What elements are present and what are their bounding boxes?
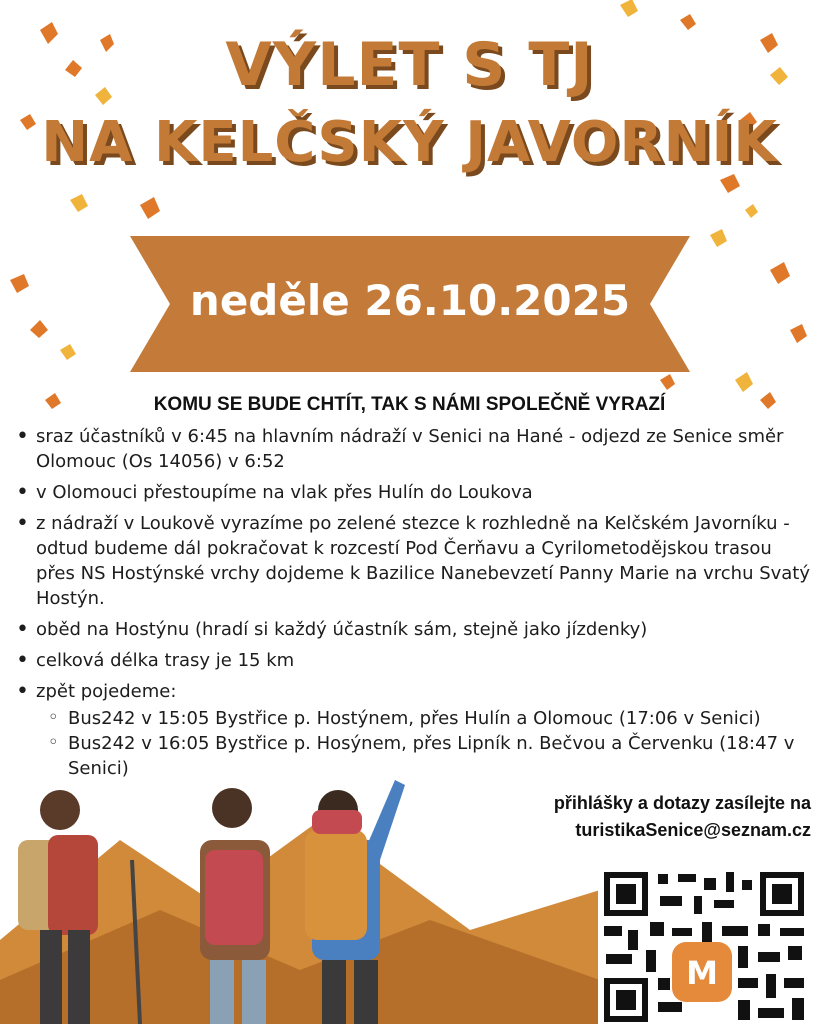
list-item: • zpět pojedeme: — [14, 679, 814, 704]
list-item: • z nádraží v Loukově vyrazíme po zelené stezce k rozhledně na Kelčském Javorníku - odtud budeme dál pokračovat k rozcestí Pod Čerňavu a Cyrilometodějskou trasou přes NS Hostýnské vrchy dojdeme k Bazilice Nanebevzetí Panny Marie na vrchu Svatý Hostýn. — [14, 511, 814, 611]
list-item: • oběd na Hostýnu (hradí si každý účastník sám, stejně jako jízdenky) — [14, 617, 814, 642]
hikers-illustration — [0, 780, 600, 1024]
contact-email[interactable]: turistikaSenice@seznam.cz — [575, 820, 811, 840]
list-item: • v Olomouci přestoupíme na vlak přes Hulín do Loukova — [14, 480, 814, 505]
qr-code[interactable] — [598, 866, 810, 1024]
title-line-2: NA KELČSKÝ JAVORNÍK — [41, 110, 778, 175]
qr-logo-letter: M — [686, 954, 718, 992]
return-option: ◦ Bus242 v 16:05 Bystřice p. Hosýnem, přes Lipník n. Bečvou a Červenku (18:47 v Senici) — [14, 731, 814, 781]
contact-label: přihlášky a dotazy zasílejte na — [553, 793, 811, 813]
title-line-1: VÝLET S TJ — [225, 30, 594, 100]
list-item: • sraz účastníků v 6:45 na hlavním nádraží v Senici na Hané - odjezd ze Senice směr Olomouc (Os 14056) v 6:52 — [14, 424, 814, 474]
event-date: neděle 26.10.2025 — [189, 276, 631, 325]
program-list — [14, 424, 814, 781]
intro-heading: KOMU SE BUDE CHTÍT, TAK S NÁMI SPOLEČNĚ VYRAZÍ — [153, 394, 666, 415]
return-option: ◦ Bus242 v 15:05 Bystřice p. Hostýnem, přes Hulín a Olomouc (17:06 v Senici) — [14, 706, 814, 731]
list-item: • celková délka trasy je 15 km — [14, 648, 814, 673]
